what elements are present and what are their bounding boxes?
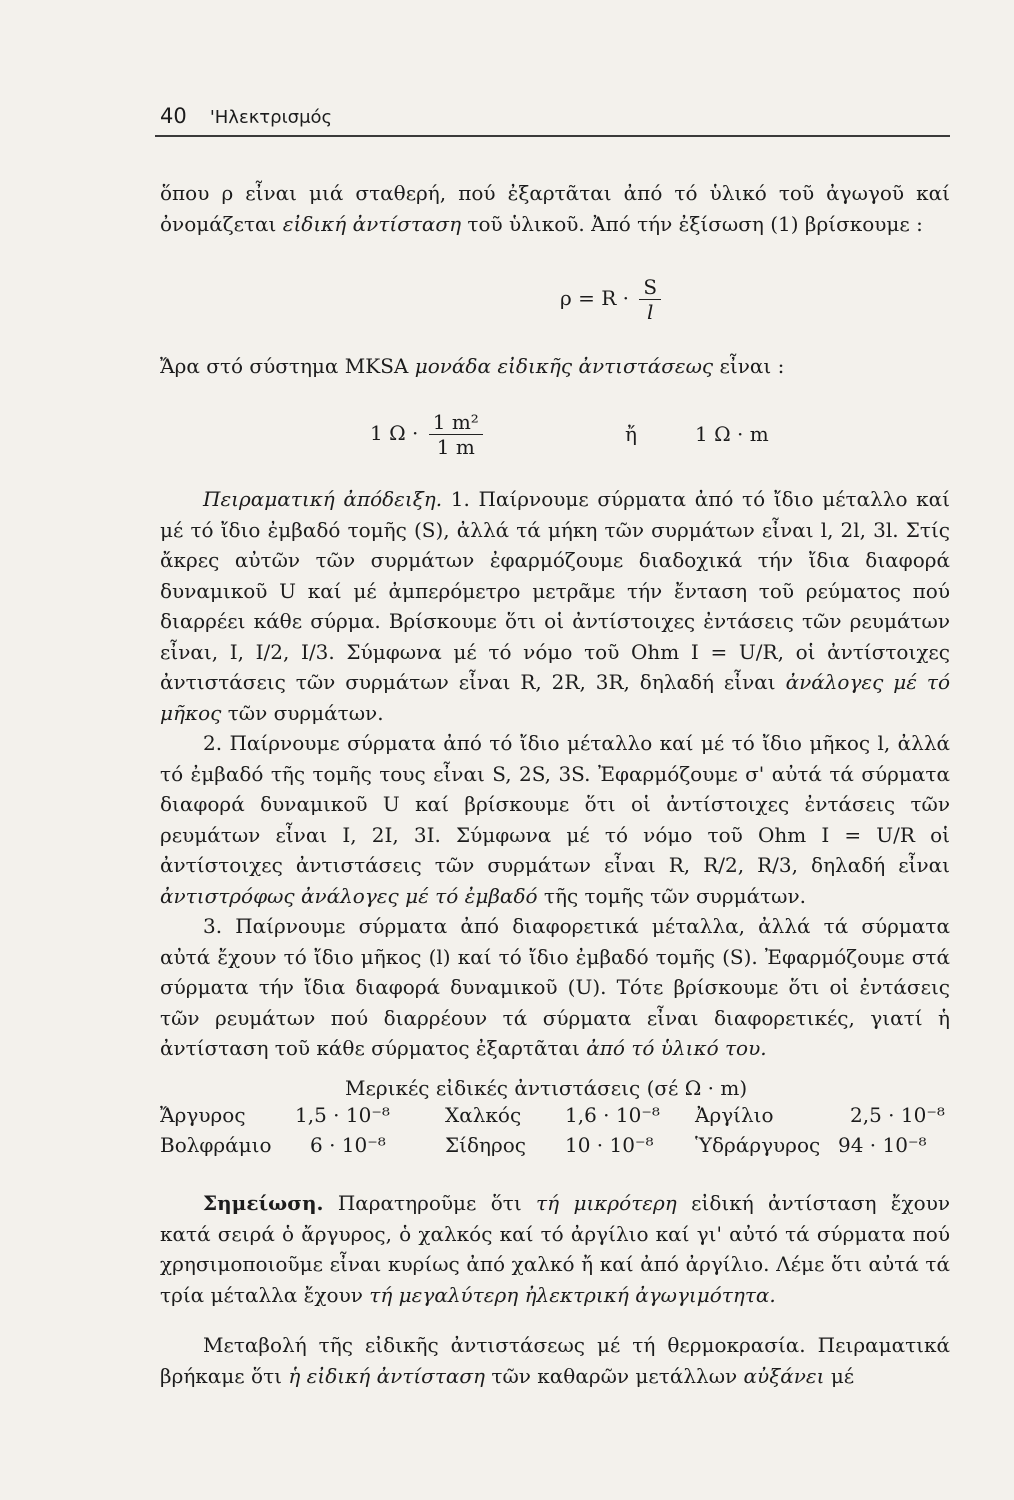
material-value: 2,5 · 10⁻⁸ [850,1103,945,1127]
intro-text-end: τοῦ ὑλικοῦ. Ἀπό τήν ἐξίσωση (1) βρίσκουμε : [467,211,923,236]
unit-lhs: 1 Ω · [370,421,419,445]
unit-numerator: 1 m² [429,410,483,435]
note-term: τή μικρότερη [536,1191,677,1215]
note-text-cont: εἰδική ἀντίσταση ἔχουν κατά σειρά ὁ ἄργυρος, ὁ χαλκός καί τό ἀργίλιο καί γι' αὐτό τά σύρματα πού χρησιμοποιοῦμε εἶναι κυρίως ἀπό χαλκό ἤ καί ἀπό ἀργίλιο. Λέμε ὅτι αὐτά τά τρία μέταλλα ἔχουν [160,1191,951,1307]
experiment-section [160,484,950,1064]
section-text: Πειραματικά βρήκαμε ὅτι [160,1333,950,1388]
formula-resistivity [560,275,661,324]
temperature-section [160,1330,950,1391]
running-title: 'Ηλεκτρισμός [209,107,333,128]
unit-alternative: 1 Ω · m [695,422,769,446]
material-name: Ἄργυρος [160,1103,246,1127]
experiment-1: 1. Παίρνουμε σύρματα ἀπό τό ἴδιο μέταλλο καί μέ τό ἴδιο ἐμβαδό τομῆς (S), ἀλλά τά μήκη τῶν συρμάτων εἶναι l, 2l, 3l. Στίς ἄκρες αὐτῶν τῶν συρμάτων ἐφαρμόζουμε διαδοχικά τήν ἴδια διαφορά δυναμικοῦ U καί μέ ἀμπερόμετρο μετρᾶμε τήν ἔνταση τοῦ ρεύματος πού διαρρέει κάθε σύρμα. Βρίσκουμε ὅτι οἱ ἀντίστοιχες ἐντάσεις τῶν ρευμάτων εἶναι, I, I/2, I/3. Σύμφωνα μέ τό νόμο τοῦ Ohm I = U/R, οἱ ἀντίστοιχες ἀντιστάσεις τῶν συρμάτων εἶναι R, 2R, 3R, δηλαδή εἶναι [160,487,951,694]
table-row [160,1133,950,1163]
note-term-2: τή μεγαλύτερη ἠλεκτρική ἀγωγιμότητα. [369,1282,776,1307]
section-text-cont: τῶν καθαρῶν μετάλλων [491,1363,738,1388]
page-header [160,104,332,128]
material-name: Χαλκός [445,1103,522,1127]
formula-unit [370,410,790,459]
unit-text-end: εἶναι : [719,354,785,378]
material-name: Ἀργίλιο [695,1103,774,1127]
material-value: 94 · 10⁻⁸ [838,1133,927,1157]
experiment-3: 3. Παίρνουμε σύρματα ἀπό διαφορετικά μέταλλα, ἀλλά τά σύρματα αὐτά ἔχουν τό ἴδιο μῆκος (l) καί τό ἴδιο ἐμβαδό τομῆς (S). Ἐφαρμόζουμε στά σύρματα τήν ἴδια διαφορά δυναμικοῦ (U). Τότε βρίσκουμε ὅτι οἱ ἐντάσεις τῶν ρευμάτων πού διαρρέουν τά σύρματα εἶναι διαφορετικές, γιατί ἡ ἀντίσταση τοῦ κάθε σύρματος ἐξαρτᾶται [160,914,950,1060]
unit-term: μονάδα εἰδικῆς ἀντιστάσεως [414,354,714,378]
paragraph-intro [160,178,950,239]
intro-text: ὅπου ρ εἶναι μιά σταθερή, πού ἐξαρτᾶται ἀπό τό ὑλικό τοῦ ἀγωγοῦ καί ὀνομάζεται [160,181,950,236]
material-name: Σίδηρος [445,1133,527,1157]
experiment-2-term: ἀντιστρόφως ἀνάλογες μέ τό ἐμβαδό [160,883,538,908]
note-paragraph [160,1188,950,1310]
formula-or: ἤ [625,422,637,446]
section-term-2: αὐξάνει [743,1363,825,1388]
note-label: Σημείωση. [203,1191,324,1215]
experiment-label: Πειραματική ἀπόδειξη. [203,487,443,511]
section-text-end: μέ [830,1363,855,1388]
material-value: 1,6 · 10⁻⁸ [565,1103,660,1127]
fraction-denominator: l [647,300,654,324]
material-value: 10 · 10⁻⁸ [565,1133,654,1157]
experiment-2-end: τῆς τομῆς τῶν συρμάτων. [543,883,806,908]
fraction [639,275,661,324]
header-rule [155,135,950,137]
fraction-numerator: S [639,275,661,300]
material-name: Ὑδράργυρος [695,1133,821,1157]
resistivity-table [160,1103,950,1163]
experiment-2: 2. Παίρνουμε σύρματα ἀπό τό ἴδιο μέταλλο καί μέ τό ἴδιο μῆκος l, ἀλλά τό ἐμβαδό τῆς τομῆς τους εἶναι S, 2S, 3S. Ἐφαρμόζουμε σ' αὐτά τά σύρματα διαφορά δυναμικοῦ U καί βρίσκουμε ὅτι οἱ ἀντίστοιχες ἐντάσεις τῶν ρευμάτων εἶναι I, 2I, 3I. Σύμφωνα μέ τό νόμο τοῦ Ohm I = U/R οἱ ἀντίστοιχες ἀντιστάσεις τῶν συρμάτων εἶναι R, R/2, R/3, δηλαδή εἶναι [160,731,950,877]
page-number: 40 [160,104,187,128]
experiment-1-end: τῶν συρμάτων. [227,700,384,725]
formula-lhs: ρ = R · [560,286,630,310]
note-text: Παρατηροῦμε ὅτι [337,1191,522,1215]
table-title: Μερικές εἰδικές ἀντιστάσεις (σέ Ω · m) [345,1076,748,1100]
material-value: 1,5 · 10⁻⁸ [295,1103,390,1127]
unit-denominator: 1 m [436,435,475,459]
paragraph-unit [160,351,950,382]
material-value: 6 · 10⁻⁸ [310,1133,386,1157]
table-row [160,1103,950,1133]
material-name: Βολφράμιο [160,1133,272,1157]
experiment-3-term: ἀπό τό ὑλικό του. [586,1036,767,1060]
unit-text: Ἄρα στό σύστημα MKSA [160,354,409,378]
intro-term: εἰδική ἀντίσταση [282,211,462,236]
section-heading: Μεταβολή τῆς εἰδικῆς ἀντιστάσεως μέ τή θερμοκρασία. [203,1333,806,1357]
section-term: ἡ εἰδική ἀντίσταση [288,1363,486,1388]
unit-fraction [429,410,483,459]
experiment-1-term: ἀνάλογες μέ τό μῆκος [160,670,951,725]
